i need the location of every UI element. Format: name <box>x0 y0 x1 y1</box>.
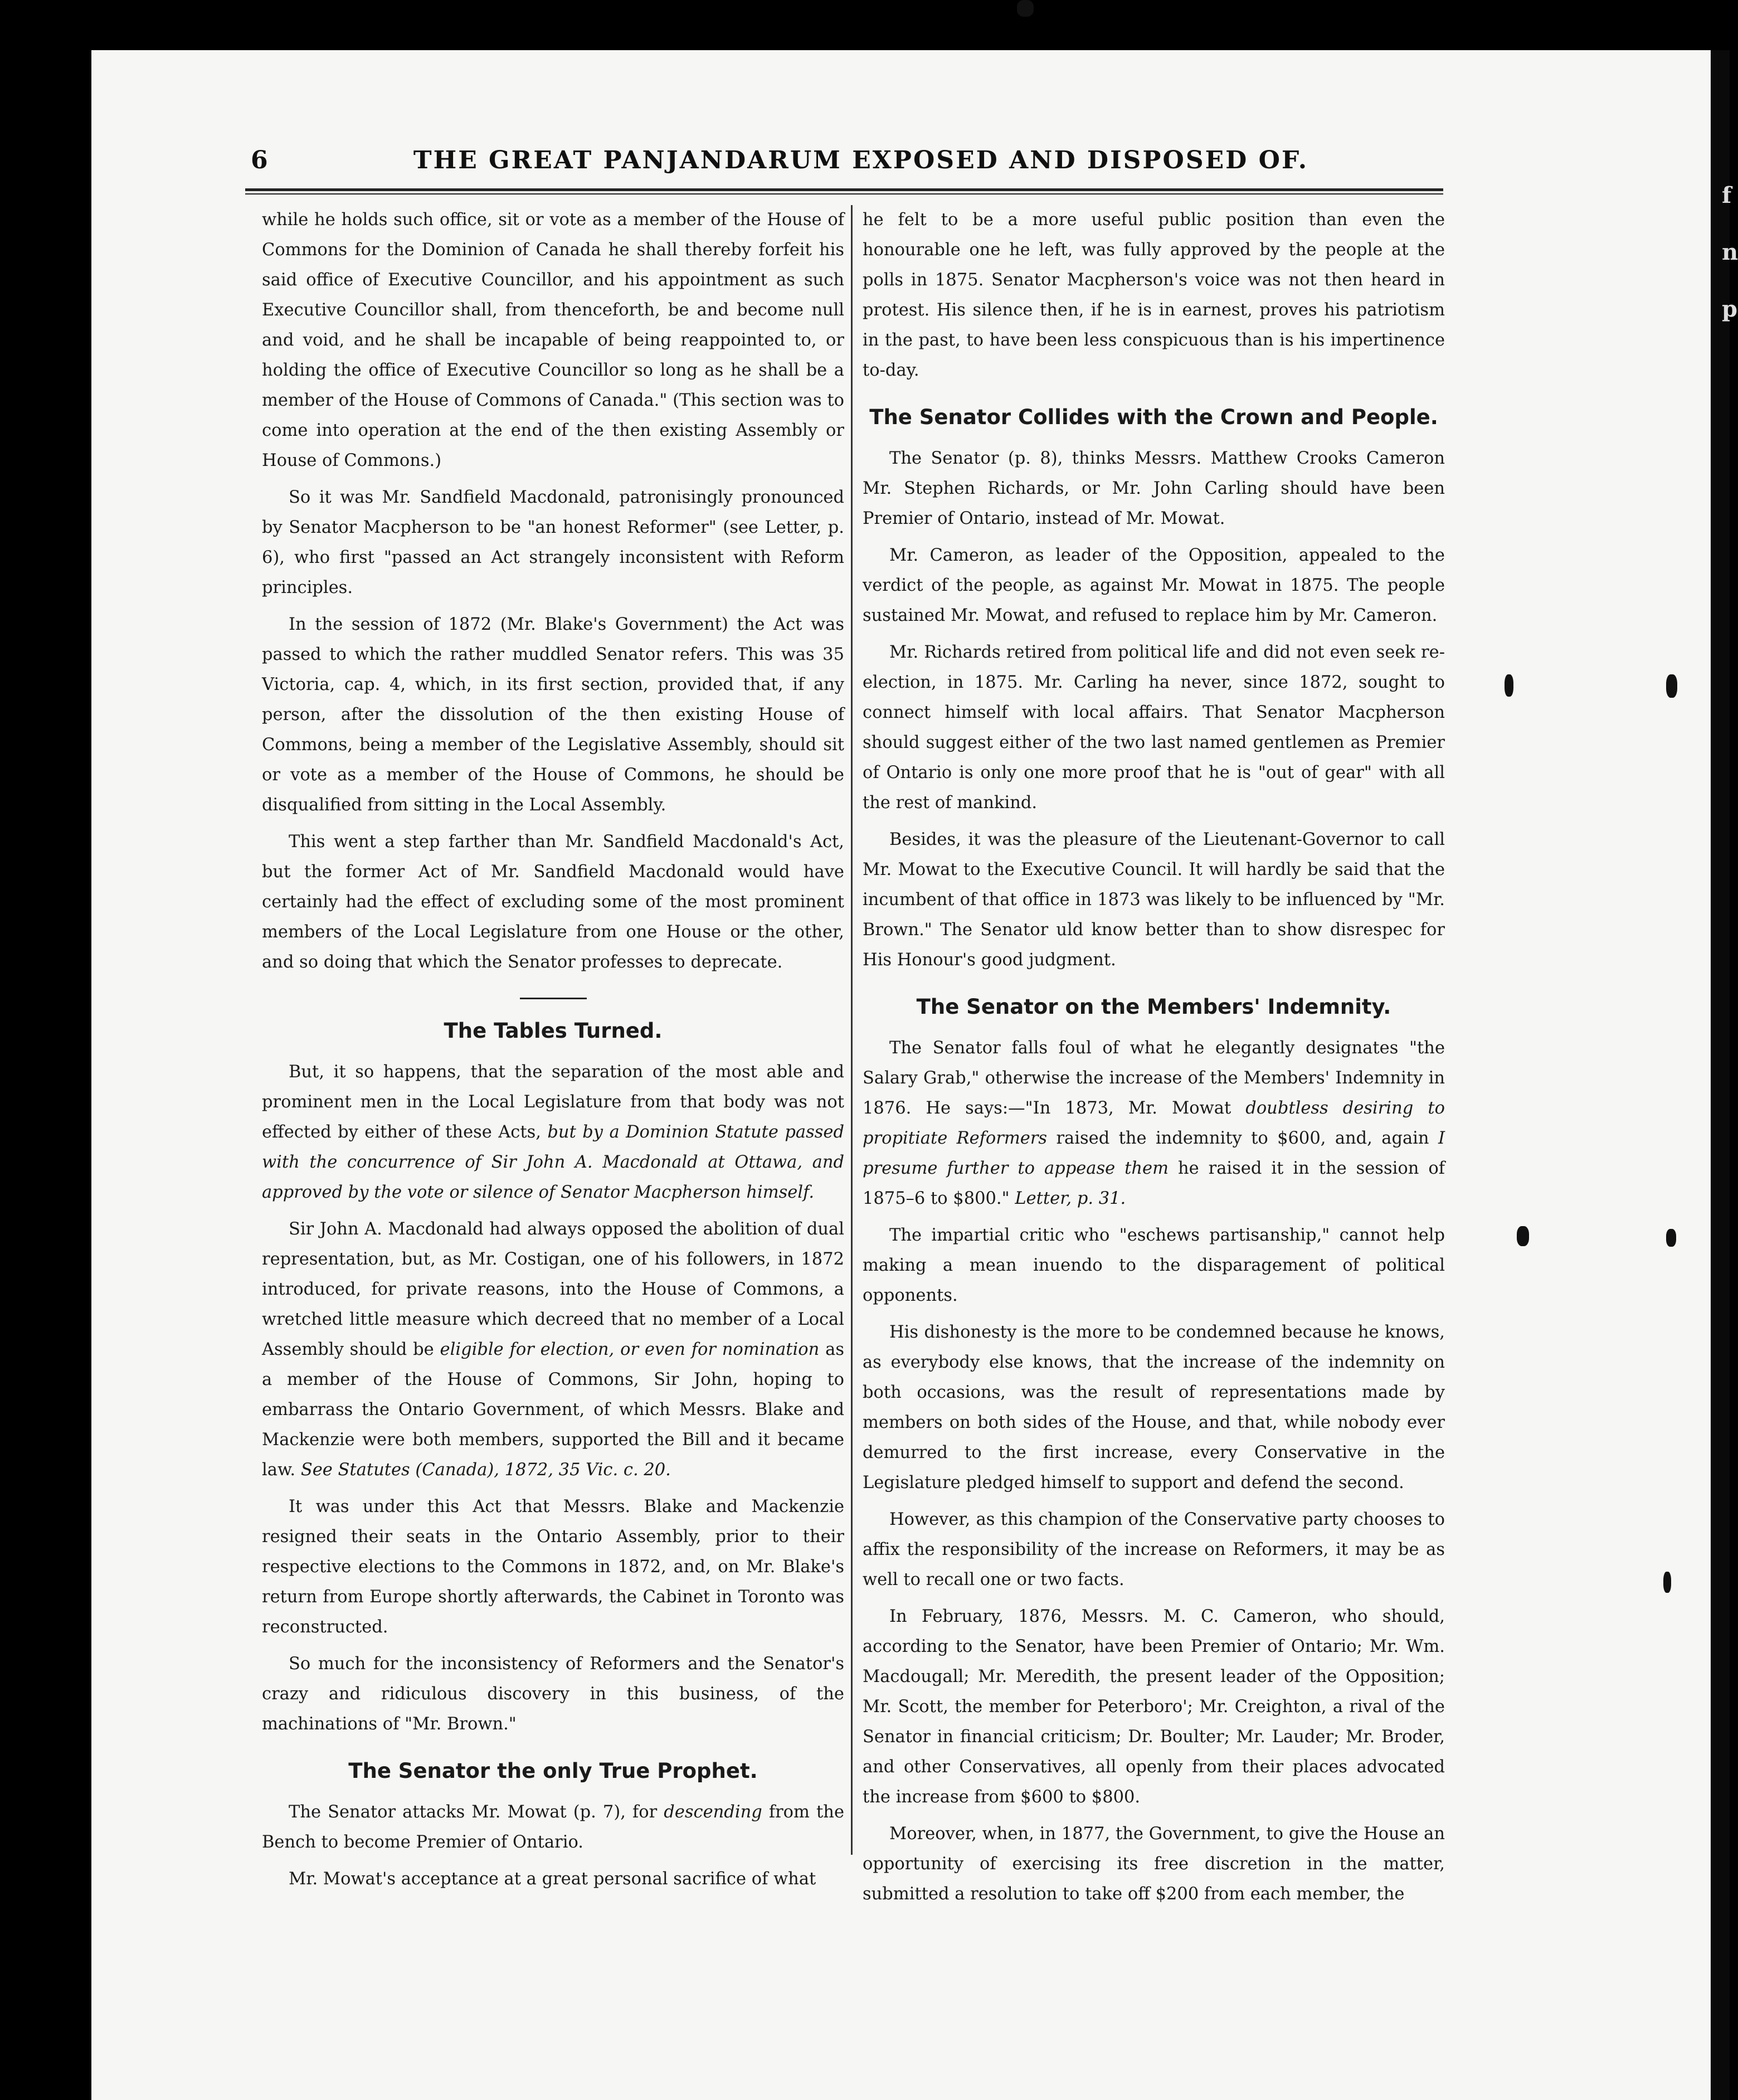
paragraph: Mr. Richards retired from political life and did not even seek re-election, in 1875. Mr. Carling ha never, since 1872, sought to connect himself with local affairs. That Senator Macpherson should suggest either of the two last named gentlemen as Premier of Ontario is only one more proof that he is "out of gear" with all the rest of mankind. <box>863 643 1445 813</box>
left-column <box>262 205 844 1901</box>
paragraph: This went a step farther than Mr. Sandfield Macdonald's Act, but the former Act of Mr. Sandfield Macdonald would have certainly had the effect of excluding some of the most prominent members of the Local Legislature from one House or the other, and so doing that which the Senator professes to deprecate. <box>262 832 844 972</box>
text-run: The Senator attacks Mr. Mowat (p. 7), for <box>289 1802 664 1822</box>
section-heading: The Senator Collides with the Crown and People. <box>869 405 1438 429</box>
italic-run: I presume further to appease them <box>863 1129 1445 1178</box>
page-number: 6 <box>251 146 268 174</box>
column-divider <box>851 205 853 1855</box>
italic-run: Letter, p. 31. <box>1015 1189 1126 1208</box>
italic-run: See Statutes (Canada), 1872, 35 Vic. c. 20. <box>300 1460 671 1480</box>
paragraph <box>262 1214 844 1485</box>
text-run: The Senator falls foul of what he elegantly designates "the Salary Grab," otherwise the increase of the Members' Indemnity in 1876. He says:—"In 1873, Mr. Mowat <box>863 1038 1445 1118</box>
ink-blot <box>1666 1229 1676 1247</box>
paragraph: while he holds such office, sit or vote as a member of the House of Commons for the Dominion of Canada he shall thereby forfeit his said office of Executive Councillor, and his appointment as such Executive Councillor shall, from thenceforth, be and become null and void, and he shall be incapable of being reappointed to, or holding the office of Executive Councillor so long as he shall be a member of the House of Commons of Canada." (This section was to come into operation at the end of the then existing Assembly or House of Commons.) <box>262 210 844 470</box>
paragraph: So much for the inconsistency of Reformers and the Senator's crazy and ridiculous discovery in this business, of the machinations of "Mr. Brown." <box>262 1654 844 1734</box>
edge-letter: n <box>1722 239 1738 265</box>
ink-blot <box>1017 0 1034 17</box>
paragraph: Mr. Cameron, as leader of the Opposition, appealed to the verdict of the people, as against Mr. Mowat in 1875. The people sustained Mr. Mowat, and refused to replace him by Mr. Cameron. <box>863 546 1445 625</box>
paragraph: he felt to be a more useful public position than even the honourable one he left, was fully approved by the people at the polls in 1875. Senator Macpherson's voice was not then heard in protest. His silence then, if he is in earnest, proves his patriotism in the past, to have been less conspicuous than is his impertinence to-day. <box>863 210 1445 380</box>
italic-run: doubtless desiring to propitiate Reformers <box>863 1098 1445 1148</box>
italic-run: descending <box>664 1802 762 1822</box>
edge-letter: f <box>1722 182 1732 208</box>
paragraph: However, as this champion of the Conservative party chooses to affix the responsibility of the increase on Reformers, it may be as well to recall one or two facts. <box>863 1510 1445 1589</box>
edge-letter: p <box>1722 296 1737 322</box>
text-run: from the Bench to become Premier of Ontario. <box>262 1802 844 1852</box>
paragraph <box>262 1057 844 1208</box>
header-rule <box>245 188 1443 195</box>
paragraph: In February, 1876, Messrs. M. C. Cameron, who should, according to the Senator, have been Premier of Ontario; Mr. Wm. Macdougall; Mr. Meredith, the present leader of the Opposition; Mr. Scott, the member for Peterboro'; Mr. Creighton, a rival of the Senator in financial criticism; Dr. Boulter; Mr. Lauder; Mr. Broder, and other Conservatives, all openly from their places advocated the increase from $600 to $800. <box>863 1607 1445 1807</box>
paragraph: So it was Mr. Sandfield Macdonald, patronisingly pronounced by Senator Macpherson to be "an honest Reformer" (see Letter, p. 6), who first "passed an Act strangely inconsistent with Reform principles. <box>262 488 844 597</box>
paragraph: The Senator (p. 8), thinks Messrs. Matthew Crooks Cameron Mr. Stephen Richards, or Mr. John Carling should have been Premier of Ontario, instead of Mr. Mowat. <box>863 449 1445 528</box>
adjacent-page-letters <box>1722 167 1738 338</box>
ink-blot <box>1517 1226 1529 1246</box>
paragraph: Mr. Mowat's acceptance at a great personal sacrifice of what <box>289 1869 816 1889</box>
paragraph <box>863 1033 1445 1214</box>
paragraph <box>262 1797 844 1858</box>
ink-blot <box>1666 674 1677 698</box>
paragraph: The impartial critic who "eschews partisanship," cannot help making a mean inuendo to the disparagement of political opponents. <box>863 1226 1445 1305</box>
text-run: But, it so happens, that the separation of the most able and prominent men in the Local Legislature from that body was not effected by either of these Acts, <box>262 1062 844 1142</box>
section-heading: The Tables Turned. <box>444 1019 663 1043</box>
right-column <box>863 205 1445 1916</box>
adjacent-page-edge <box>1711 50 1738 2100</box>
ink-blot <box>1663 1572 1671 1593</box>
page-header <box>251 146 1449 185</box>
running-title: THE GREAT PANJANDARUM EXPOSED AND DISPOSED OF. <box>413 146 1309 174</box>
paragraph: Moreover, when, in 1877, the Government, to give the House an opportunity of exercising its free discretion in the matter, submitted a resolution to take off $200 from each member, the <box>863 1824 1445 1904</box>
section-heading: The Senator on the Members' Indemnity. <box>916 995 1391 1019</box>
section-heading: The Senator the only True Prophet. <box>348 1759 758 1783</box>
text-run: Sir John A. Macdonald had always opposed the abolition of dual representation, but, as Mr. Costigan, one of his followers, in 1872 introduced, for private reasons, into the House of Commons, a wretched little measure which decreed that no member of a Local Assembly should be <box>262 1219 844 1359</box>
section-rule <box>520 998 587 999</box>
italic-run: but by a Dominion Statute passed with the concurrence of Sir John A. Macdonald at Ottawa, and approved by the vote or silence of Senator Macpherson himself. <box>262 1122 844 1202</box>
text-run: raised the indemnity to $600, and, again <box>1047 1129 1438 1148</box>
paragraph: His dishonesty is the more to be condemned because he knows, as everybody else knows, that the increase of the indemnity on both occasions, was the result of representations made by members on both sides of the House, and that, while nobody ever demurred to the first increase, every Conservative in the Legislature pledged himself to support and defend the second. <box>863 1323 1445 1493</box>
paragraph: It was under this Act that Messrs. Blake and Mackenzie resigned their seats in the Ontario Assembly, prior to their respective elections to the Commons in 1872, and, on Mr. Blake's return from Europe shortly afterwards, the Cabinet in Toronto was reconstructed. <box>262 1497 844 1637</box>
paragraph: In the session of 1872 (Mr. Blake's Government) the Act was passed to which the rather muddled Senator refers. This was 35 Victoria, cap. 4, which, in its first section, provided that, if any person, after the dissolution of the then existing House of Commons, being a member of the Legislative Assembly, should sit or vote as a member of the House of Commons, he should be disqualified from sitting in the Local Assembly. <box>262 615 844 815</box>
paragraph: Besides, it was the pleasure of the Lieutenant-Governor to call Mr. Mowat to the Executive Council. It will hardly be said that the incumbent of that office in 1873 was likely to be influenced by "Mr. Brown." The Senator uld know better than to show disrespec for His Honour's good judgment. <box>863 830 1445 970</box>
text-run: as a member of the House of Commons, Sir John, hoping to embarrass the Ontario Government, of which Messrs. Blake and Mackenzie were both members, supported the Bill and it became law. <box>262 1340 845 1480</box>
text-run: he raised it in the session of 1875–6 to $800." <box>863 1159 1445 1208</box>
italic-run: eligible for election, or even for nomination <box>440 1340 820 1359</box>
ink-blot <box>1505 674 1513 697</box>
